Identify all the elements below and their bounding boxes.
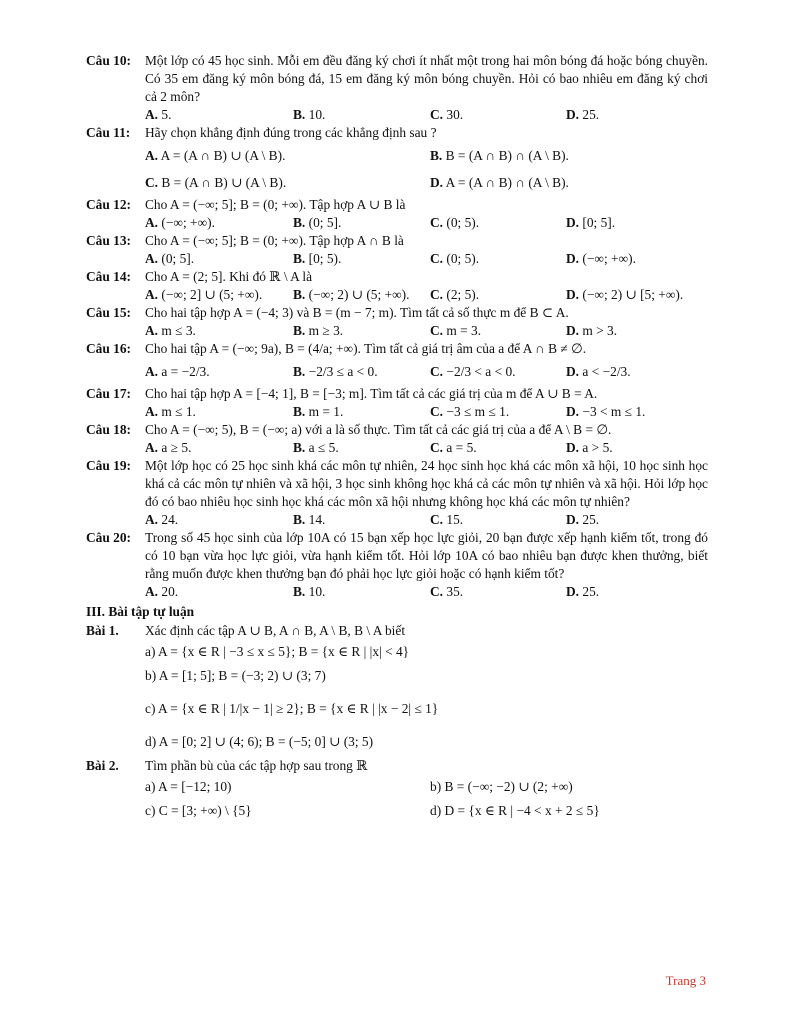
option-text: B = (A ∩ B) ∪ (A \ B). (161, 174, 287, 190)
option-letter: B. (293, 251, 306, 266)
question (86, 268, 708, 304)
option-text: (−∞; 2) ∪ (5; +∞). (308, 287, 410, 302)
question-label: Câu 12: (86, 197, 132, 212)
option-letter: B. (293, 287, 306, 302)
answer-option (566, 214, 615, 232)
answer-option (566, 322, 617, 340)
option-text: A = (A ∩ B) ∩ (A \ B). (445, 174, 569, 190)
option-letter: D. (430, 174, 444, 190)
option-letter: C. (430, 251, 444, 266)
option-letter: B. (293, 404, 306, 419)
answer-option (566, 363, 631, 381)
question-label: Câu 10: (86, 53, 132, 68)
option-letter: C. (430, 107, 444, 122)
question-stem: Trong số 45 học sinh của lớp 10A có 15 bạn xếp học lực giỏi, 20 bạn được xếp hạnh kiểm tốt, trong đó có 10 bạn vừa học lực giỏi, vừa hạnh kiểm tốt. Hỏi lớp 10A có bao nhiêu bạn được khen thưởng, biết rằng muốn được khen thưởng bạn đó phải học lực giỏi hoặc có hạnh kiểm tốt? (145, 530, 708, 581)
option-letter: D. (566, 363, 580, 379)
option-letter: A. (145, 440, 159, 455)
option-letter: C. (430, 323, 444, 338)
option-letter: B. (293, 323, 306, 338)
option-letter: C. (430, 512, 444, 527)
option-letter: B. (293, 512, 306, 527)
option-text: a < −2/3. (582, 363, 631, 379)
answer-option (566, 250, 636, 268)
answer-option (430, 286, 566, 304)
option-letter: B. (293, 363, 306, 379)
answer-option (430, 403, 566, 421)
question-label: Câu 16: (86, 341, 132, 356)
option-letter: A. (145, 512, 159, 527)
answer-option (145, 363, 293, 381)
exercise-item: b) B = (−∞; −2) ∪ (2; +∞) (430, 779, 573, 794)
option-letter: A. (145, 363, 159, 379)
option-text: A = (A ∩ B) ∪ (A \ B). (160, 147, 286, 163)
option-text: (0; 5). (446, 215, 480, 230)
answer-option (293, 511, 430, 529)
option-text: (2; 5). (446, 287, 480, 302)
question-label: Câu 20: (86, 530, 132, 545)
option-text: (0; 5]. (308, 215, 342, 230)
question-label: Câu 13: (86, 233, 132, 248)
option-letter: A. (145, 323, 159, 338)
answer-option (430, 322, 566, 340)
option-letter: D. (566, 584, 580, 599)
option-text: (0; 5). (446, 251, 480, 266)
option-letter: B. (293, 584, 306, 599)
answer-option (566, 439, 613, 457)
option-text: 20. (161, 584, 179, 599)
option-text: −3 < m ≤ 1. (582, 404, 646, 419)
document-page (86, 52, 708, 823)
answer-option (293, 286, 430, 304)
option-text: (−∞; +∞). (161, 215, 215, 230)
exercise-item: a) A = [−12; 10) (145, 779, 232, 794)
option-letter: C. (430, 287, 444, 302)
question (86, 196, 708, 232)
option-letter: A. (145, 107, 159, 122)
exercise-item: b) A = [1; 5]; B = (−3; 2) ∪ (3; 7) (145, 668, 326, 683)
option-letter: D. (566, 107, 580, 122)
exercise-stem: Xác định các tập A ∪ B, A ∩ B, A \ B, B \ A biết (145, 623, 406, 638)
option-text: a > 5. (582, 440, 613, 455)
answer-option (430, 511, 566, 529)
option-letter: B. (293, 107, 306, 122)
exercise-2 (86, 756, 708, 823)
answer-option (145, 403, 293, 421)
page-number: Trang 3 (665, 973, 706, 988)
answer-option (566, 106, 599, 124)
answer-option (430, 106, 566, 124)
question-stem: Cho A = (−∞; 5]; B = (0; +∞). Tập hợp A ∩ B là (145, 233, 404, 248)
option-text: a = 5. (446, 440, 477, 455)
question (86, 529, 708, 601)
option-text: 30. (446, 107, 464, 122)
answer-option (293, 583, 430, 601)
option-text: 15. (446, 512, 464, 527)
option-text: 25. (582, 512, 600, 527)
exercise-label: Bài 1. (86, 623, 119, 638)
answer-option (566, 286, 683, 304)
exercise-1 (86, 621, 708, 754)
question (86, 385, 708, 421)
option-text: (−∞; 2) ∪ [5; +∞). (582, 287, 684, 302)
question (86, 304, 708, 340)
answer-option (430, 147, 567, 165)
answer-option (145, 106, 293, 124)
option-text: m > 3. (582, 323, 618, 338)
question (86, 124, 708, 196)
answer-option (145, 250, 293, 268)
option-text: a ≥ 5. (161, 440, 192, 455)
answer-option (145, 583, 293, 601)
option-letter: D. (566, 512, 580, 527)
option-text: 10. (308, 584, 326, 599)
option-text: 14. (308, 512, 326, 527)
option-text: 5. (161, 107, 172, 122)
exercise-item: d) A = [0; 2] ∪ (4; 6); B = (−5; 0] ∪ (3; 5) (145, 734, 374, 749)
option-letter: A. (145, 287, 159, 302)
option-text: 24. (161, 512, 179, 527)
question (86, 232, 708, 268)
section-title: III. Bài tập tự luận (86, 604, 195, 619)
option-letter: A. (145, 404, 159, 419)
option-text: m = 1. (308, 404, 344, 419)
option-text: 25. (582, 107, 600, 122)
answer-option (145, 322, 293, 340)
answer-option (145, 174, 430, 192)
option-text: −3 ≤ m ≤ 1. (446, 404, 510, 419)
answer-option (145, 439, 293, 457)
option-letter: C. (430, 404, 444, 419)
question (86, 457, 708, 529)
option-text: 10. (308, 107, 326, 122)
answer-option (430, 214, 566, 232)
question-label: Câu 19: (86, 458, 132, 473)
answer-option (293, 322, 430, 340)
question-label: Câu 15: (86, 305, 132, 320)
answer-option (430, 250, 566, 268)
question (86, 340, 708, 385)
option-letter: C. (145, 174, 159, 190)
answer-option (145, 511, 293, 529)
answer-option (145, 214, 293, 232)
answer-option (566, 511, 599, 529)
exercise-stem: Tìm phần bù của các tập hợp sau trong ℝ (145, 758, 368, 773)
option-text: [0; 5). (308, 251, 342, 266)
question (86, 421, 708, 457)
option-letter: A. (145, 147, 159, 163)
answer-option (293, 439, 430, 457)
question-label: Câu 18: (86, 422, 132, 437)
option-text: B = (A ∩ B) ∩ (A \ B). (445, 147, 569, 163)
option-letter: A. (145, 584, 159, 599)
option-letter: B. (293, 215, 306, 230)
question-list (86, 52, 708, 601)
answer-option (293, 363, 430, 381)
option-text: [0; 5]. (582, 215, 616, 230)
answer-option (430, 439, 566, 457)
option-text: (−∞; 2] ∪ (5; +∞). (161, 287, 263, 302)
option-letter: C. (430, 215, 444, 230)
option-text: (0; 5]. (161, 251, 195, 266)
option-letter: B. (430, 147, 443, 163)
question-stem: Một lớp học có 25 học sinh khá các môn tự nhiên, 24 học sinh học khá các môn xã hội, 10 học sinh học khá cả các môn tự nhiên và xã hội, 3 học sinh không học khá cả các môn tự nhiên và xã hội. Hỏi lớp học đó có bao nhiêu học sinh học khá các môn xã hội nhưng không học khá các môn tự nhiên? (145, 458, 708, 509)
question-label: Câu 14: (86, 269, 132, 284)
answer-option (293, 403, 430, 421)
exercise-item: a) A = {x ∈ R | −3 ≤ x ≤ 5}; B = {x ∈ R | |x| < 4} (145, 644, 410, 659)
question-label: Câu 11: (86, 125, 131, 140)
question-stem: Cho hai tập hợp A = [−4; 1], B = [−3; m]. Tìm tất cả các giá trị của m để A ∪ B = A. (145, 386, 598, 401)
question-stem: Cho hai tập A = (−∞; 9a), B = (4/a; +∞). Tìm tất cả giá trị âm của a để A ∩ B ≠ ∅. (145, 341, 587, 356)
option-text: a ≤ 5. (308, 440, 339, 455)
option-text: −2/3 < a < 0. (446, 363, 516, 379)
option-text: m = 3. (446, 323, 482, 338)
option-text: m ≥ 3. (308, 323, 344, 338)
answer-option (293, 106, 430, 124)
question-label: Câu 17: (86, 386, 132, 401)
question (86, 52, 708, 124)
answer-option (430, 583, 566, 601)
answer-option (566, 583, 599, 601)
option-letter: D. (566, 323, 580, 338)
question-stem: Hãy chọn khẳng định đúng trong các khẳng định sau ? (145, 125, 437, 140)
option-text: a = −2/3. (161, 363, 210, 379)
option-text: 35. (446, 584, 464, 599)
option-letter: B. (293, 440, 306, 455)
option-letter: C. (430, 363, 444, 379)
option-letter: D. (566, 287, 580, 302)
option-letter: A. (145, 251, 159, 266)
option-letter: C. (430, 440, 444, 455)
question-stem: Cho A = (2; 5]. Khi đó ℝ \ A là (145, 269, 313, 284)
answer-option (430, 363, 566, 381)
exercise-label: Bài 2. (86, 758, 119, 773)
question-stem: Cho A = (−∞; 5]; B = (0; +∞). Tập hợp A ∪ B là (145, 197, 406, 212)
answer-option (293, 250, 430, 268)
question-stem: Cho hai tập hợp A = (−4; 3) và B = (m − 7; m). Tìm tất cả số thực m để B ⊂ A. (145, 305, 569, 320)
option-letter: C. (430, 584, 444, 599)
option-text: (−∞; +∞). (582, 251, 636, 266)
question-stem: Một lớp có 45 học sinh. Mỗi em đều đăng ký chơi ít nhất một trong hai môn bóng đá hoặc bóng chuyền. Có 35 em đăng ký môn bóng đá, 15 em đăng ký môn bóng chuyền. Hỏi có bao nhiêu em đăng ký chơi cả 2 môn? (145, 53, 708, 104)
exercise-item: d) D = {x ∈ R | −4 < x + 2 ≤ 5} (430, 803, 600, 818)
option-text: m ≤ 3. (161, 323, 196, 338)
option-letter: D. (566, 251, 580, 266)
option-letter: D. (566, 440, 580, 455)
answer-option (293, 214, 430, 232)
option-letter: D. (566, 404, 580, 419)
exercise-item: c) C = [3; +∞) \ {5} (145, 803, 252, 818)
answer-option (430, 174, 567, 192)
option-text: m ≤ 1. (161, 404, 196, 419)
option-letter: D. (566, 215, 580, 230)
answer-option (145, 147, 430, 165)
exercise-item: c) A = {x ∈ R | 1/|x − 1| ≥ 2}; B = {x ∈ R | |x − 2| ≤ 1} (145, 701, 439, 716)
option-text: −2/3 ≤ a < 0. (308, 363, 378, 379)
option-letter: A. (145, 215, 159, 230)
option-text: 25. (582, 584, 600, 599)
answer-option (145, 286, 293, 304)
answer-option (566, 403, 645, 421)
question-stem: Cho A = (−∞; 5), B = (−∞; a) với a là số thực. Tìm tất cả các giá trị của a để A \ B = ∅. (145, 422, 612, 437)
